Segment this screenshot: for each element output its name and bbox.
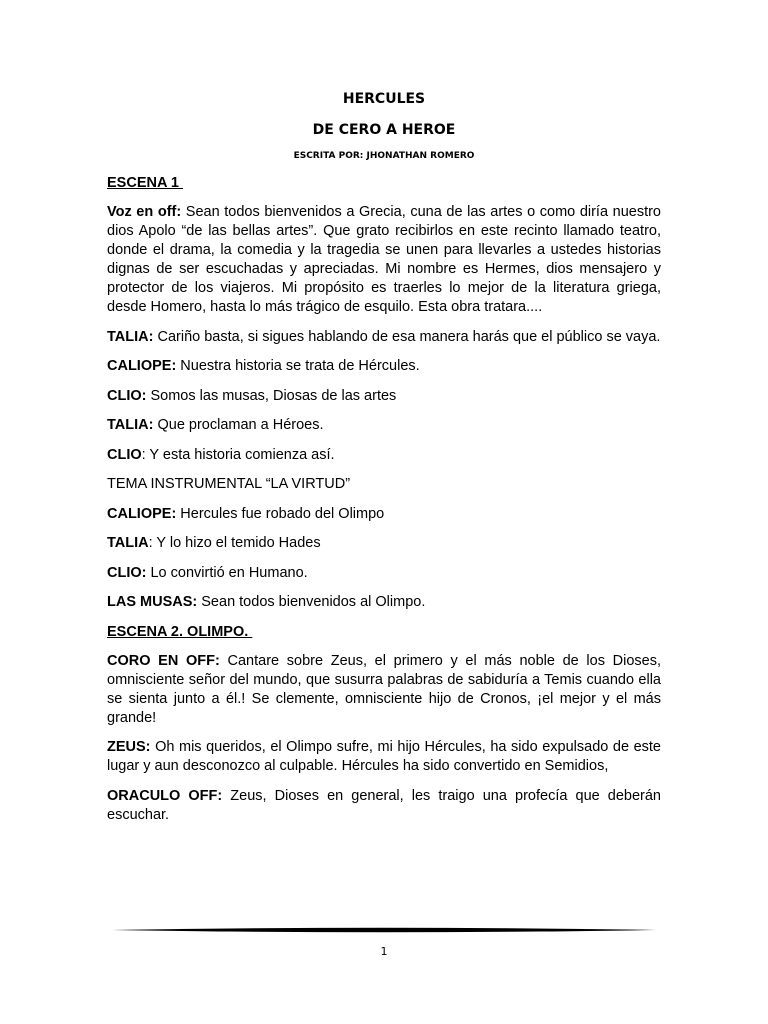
dialogue-paragraph bbox=[107, 357, 661, 376]
dialogue-paragraph bbox=[107, 328, 661, 347]
dialogue-paragraph bbox=[107, 505, 661, 524]
speaker-name: CALIOPE: bbox=[107, 358, 177, 374]
document-title: HERCULES bbox=[342, 91, 426, 107]
dialogue-text: Sean todos bienvenidos al Olimpo. bbox=[197, 594, 426, 610]
speaker-name: CLIO: bbox=[107, 387, 147, 404]
speaker-name: CLIO: bbox=[107, 564, 147, 581]
speaker-name: TALIA bbox=[107, 535, 149, 551]
speaker-name: CALIOPE: bbox=[107, 505, 177, 522]
script-body bbox=[107, 174, 661, 835]
page-number: 1 bbox=[380, 945, 388, 958]
dialogue-paragraph bbox=[107, 387, 661, 406]
dialogue-text: Zeus, Dioses en general, les traigo una profecía que deberán escuchar. bbox=[107, 787, 661, 823]
dialogue-paragraph bbox=[107, 564, 661, 583]
dialogue-text: Lo convirtió en Humano. bbox=[146, 564, 308, 581]
speaker-name: TALIA: bbox=[107, 328, 154, 345]
dialogue-paragraph bbox=[107, 652, 661, 728]
stage-direction: TEMA INSTRUMENTAL “LA VIRTUD” bbox=[107, 476, 351, 492]
dialogue-paragraph bbox=[107, 534, 661, 553]
dialogue-paragraph bbox=[107, 593, 661, 612]
dialogue-paragraph bbox=[107, 203, 661, 317]
speaker-name: LAS MUSAS: bbox=[107, 594, 198, 610]
dialogue-text: Que proclaman a Héroes. bbox=[153, 417, 324, 433]
dialogue-text: Sean todos bienvenidos a Grecia, cuna de las artes o como diría nuestro dios Apolo “de las bellas artes”. Que grato recibirlos en este recinto llamado teatro, donde el drama, la comedia y la tragedia se unen para llevarles a ustedes historias dignas de ser escuchadas y apreciadas. Mi nombre es Hermes, dios mensajero y protector de los viajeros. Mi propósito es traerles lo mejor de la literatura griega, desde Homero, hasta lo más trágico de esquilo. Esta obra tratara.... bbox=[107, 204, 661, 315]
dialogue-text: Oh mis queridos, el Olimpo sufre, mi hijo Hércules, ha sido expulsado de este lugar y aun desconozco al culpable. Hércules ha sido convertido en Semidios, bbox=[107, 739, 661, 774]
dialogue-text: Cariño basta, si sigues hablando de esa manera harás que el público se vaya. bbox=[153, 328, 661, 345]
dialogue-paragraph bbox=[107, 738, 661, 776]
dialogue-text: Cantare sobre Zeus, el primero y el más noble de los Dioses, omnisciente señor del mundo, que susurra palabras de sabiduría a Temis cuando ella se sienta junto a él.! Se clemente, omnisciente hijo de Cronos, ¡el mejor y el más grande! bbox=[107, 652, 661, 726]
dialogue-paragraph bbox=[107, 446, 661, 465]
speaker-name: Voz en off: bbox=[107, 204, 182, 220]
dialogue-text: Hercules fue robado del Olimpo bbox=[176, 505, 385, 522]
dialogue-paragraph bbox=[107, 787, 661, 825]
speaker-name: TALIA: bbox=[107, 417, 154, 433]
scene-heading: ESCENA 2. OLIMPO. bbox=[107, 623, 253, 640]
speaker-name: CORO EN OFF: bbox=[107, 652, 220, 669]
speaker-name: CLIO bbox=[107, 446, 142, 463]
dialogue-text: Nuestra historia se trata de Hércules. bbox=[176, 358, 420, 374]
dialogue-text: Somos las musas, Diosas de las artes bbox=[146, 387, 397, 404]
speaker-name: ORACULO OFF: bbox=[107, 787, 223, 804]
author-line: ESCRITA POR: JHONATHAN ROMERO bbox=[293, 151, 475, 161]
dialogue-text: : Y lo hizo el temido Hades bbox=[148, 535, 321, 551]
scene-heading: ESCENA 1 bbox=[107, 175, 184, 191]
dialogue-paragraph bbox=[107, 416, 661, 435]
footer-divider bbox=[112, 925, 656, 935]
document-subtitle: DE CERO A HEROE bbox=[312, 122, 456, 138]
speaker-name: ZEUS: bbox=[107, 739, 151, 755]
dialogue-text: : Y esta historia comienza así. bbox=[141, 446, 335, 463]
